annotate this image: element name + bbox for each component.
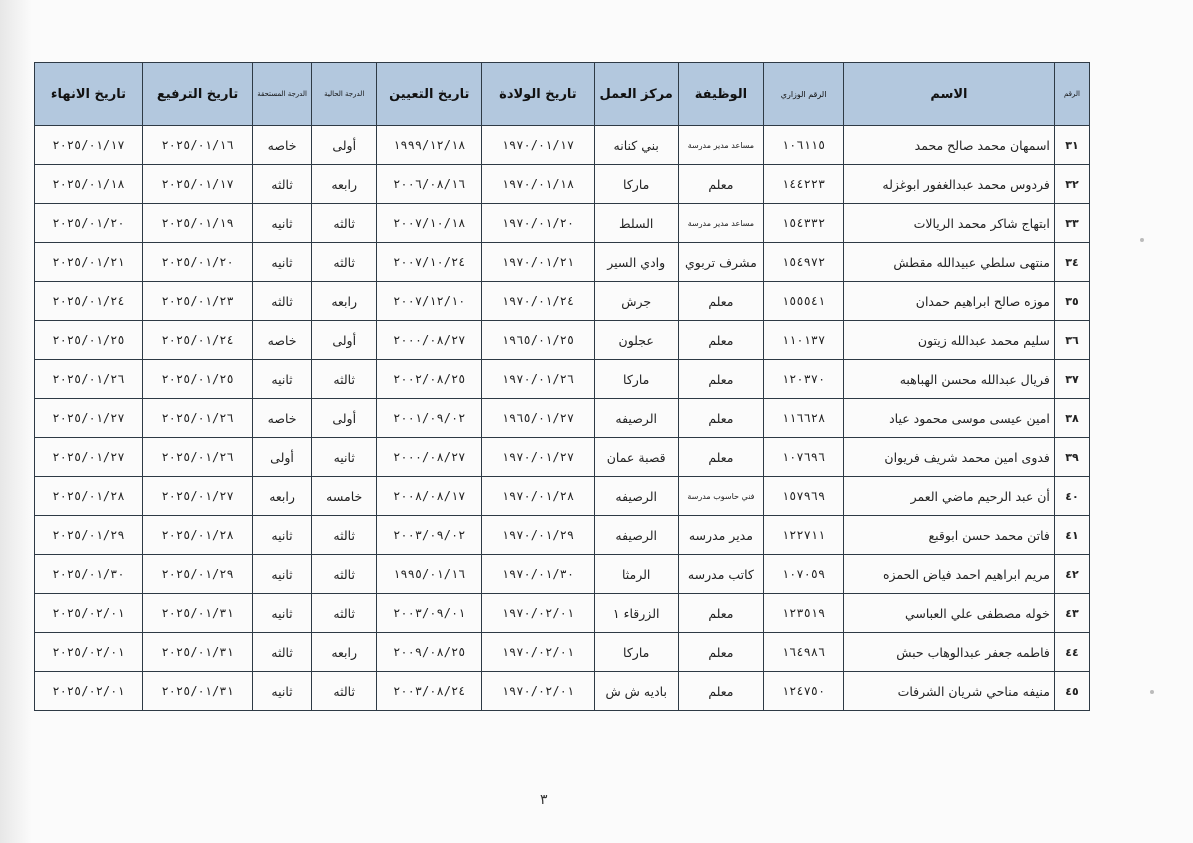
table-row (35, 399, 1090, 438)
cell-ministry-no: ١٢٢٧١١ (764, 516, 844, 555)
header-promotion-date: تاريخ الترفيع (142, 63, 252, 126)
header-name: الاسم (843, 63, 1054, 126)
cell-end-date: ٢٠٢٥/٠١/٣٠ (35, 555, 143, 594)
cell-promotion-date: ٢٠٢٥/٠١/٣١ (142, 672, 252, 711)
cell-no: ٤٤ (1054, 633, 1089, 672)
cell-end-date: ٢٠٢٥/٠١/٢٤ (35, 282, 143, 321)
cell-appointment-date: ٢٠٠٨/٠٨/١٧ (377, 477, 482, 516)
cell-no: ٣٧ (1054, 360, 1089, 399)
cell-no: ٣٩ (1054, 438, 1089, 477)
cell-job: معلم (678, 633, 764, 672)
cell-ministry-no: ١٥٤٣٣٢ (764, 204, 844, 243)
cell-earned-grade: ثانيه (253, 594, 312, 633)
cell-current-grade: ثالثه (311, 672, 377, 711)
cell-name: خوله مصطفى علي العباسي (843, 594, 1054, 633)
cell-earned-grade: ثالثه (253, 633, 312, 672)
table-row (35, 672, 1090, 711)
cell-job: معلم (678, 165, 764, 204)
cell-ministry-no: ١٠٧٦٩٦ (764, 438, 844, 477)
cell-no: ٤٥ (1054, 672, 1089, 711)
cell-ministry-no: ١٢٣٥١٩ (764, 594, 844, 633)
cell-birth-date: ١٩٧٠/٠٢/٠١ (482, 672, 595, 711)
cell-end-date: ٢٠٢٥/٠١/٢٩ (35, 516, 143, 555)
cell-end-date: ٢٠٢٥/٠٢/٠١ (35, 672, 143, 711)
cell-promotion-date: ٢٠٢٥/٠١/٢٤ (142, 321, 252, 360)
cell-end-date: ٢٠٢٥/٠١/١٨ (35, 165, 143, 204)
cell-job: معلم (678, 399, 764, 438)
cell-ministry-no: ١١٦٦٢٨ (764, 399, 844, 438)
cell-name: امين عيسى موسى محمود عياد (843, 399, 1054, 438)
employees-table (34, 62, 1090, 711)
cell-earned-grade: خاصه (253, 321, 312, 360)
cell-earned-grade: خاصه (253, 399, 312, 438)
cell-workplace: وادي السير (594, 243, 678, 282)
cell-name: فريال عبدالله محسن الهباهبه (843, 360, 1054, 399)
cell-current-grade: ثالثه (311, 243, 377, 282)
cell-workplace: قصبة عمان (594, 438, 678, 477)
cell-current-grade: ثالثه (311, 555, 377, 594)
cell-appointment-date: ٢٠٠٣/٠٩/٠٢ (377, 516, 482, 555)
cell-promotion-date: ٢٠٢٥/٠١/٢٠ (142, 243, 252, 282)
cell-current-grade: رابعه (311, 633, 377, 672)
cell-earned-grade: ثالثه (253, 165, 312, 204)
cell-job: معلم (678, 438, 764, 477)
cell-current-grade: أولى (311, 399, 377, 438)
cell-appointment-date: ٢٠٠٣/٠٩/٠١ (377, 594, 482, 633)
cell-appointment-date: ١٩٩٥/٠١/١٦ (377, 555, 482, 594)
cell-end-date: ٢٠٢٥/٠١/٢٨ (35, 477, 143, 516)
cell-end-date: ٢٠٢٥/٠١/٢٠ (35, 204, 143, 243)
cell-no: ٣٨ (1054, 399, 1089, 438)
header-earned-grade: الدرجة المستحقة (253, 63, 312, 126)
cell-promotion-date: ٢٠٢٥/٠١/٢٥ (142, 360, 252, 399)
cell-birth-date: ١٩٧٠/٠١/١٨ (482, 165, 595, 204)
cell-name: فاطمه جعفر عبدالوهاب حبش (843, 633, 1054, 672)
cell-name: فدوى امين محمد شريف فريوان (843, 438, 1054, 477)
cell-ministry-no: ١٢٠٣٧٠ (764, 360, 844, 399)
scan-speck (1140, 238, 1144, 242)
table-row (35, 477, 1090, 516)
cell-workplace: ماركا (594, 633, 678, 672)
cell-appointment-date: ٢٠٠٩/٠٨/٢٥ (377, 633, 482, 672)
cell-birth-date: ١٩٧٠/٠١/٣٠ (482, 555, 595, 594)
cell-name: منيفه مناحي شريان الشرفات (843, 672, 1054, 711)
cell-birth-date: ١٩٧٠/٠٢/٠١ (482, 633, 595, 672)
cell-job: مساعد مدير مدرسة (678, 204, 764, 243)
cell-appointment-date: ٢٠٠٦/٠٨/١٦ (377, 165, 482, 204)
cell-earned-grade: رابعه (253, 477, 312, 516)
table-row (35, 360, 1090, 399)
cell-promotion-date: ٢٠٢٥/٠١/٣١ (142, 594, 252, 633)
table-row (35, 321, 1090, 360)
cell-end-date: ٢٠٢٥/٠٢/٠١ (35, 633, 143, 672)
cell-job: معلم (678, 672, 764, 711)
header-job: الوظيفة (678, 63, 764, 126)
cell-appointment-date: ٢٠٠٠/٠٨/٢٧ (377, 438, 482, 477)
cell-earned-grade: ثانيه (253, 204, 312, 243)
header-current-grade: الدرجة الحالية (311, 63, 377, 126)
cell-birth-date: ١٩٧٠/٠١/٢١ (482, 243, 595, 282)
table-row (35, 243, 1090, 282)
cell-earned-grade: ثانيه (253, 555, 312, 594)
cell-name: فردوس محمد عبدالغفور ابوغزله (843, 165, 1054, 204)
cell-birth-date: ١٩٧٠/٠١/٢٩ (482, 516, 595, 555)
cell-job: مشرف تربوي (678, 243, 764, 282)
cell-job: معلم (678, 282, 764, 321)
cell-no: ٣٦ (1054, 321, 1089, 360)
cell-name: مريم ابراهيم احمد فياض الحمزه (843, 555, 1054, 594)
cell-name: منتهى سلطي عبيدالله مقطش (843, 243, 1054, 282)
cell-end-date: ٢٠٢٥/٠١/٢٧ (35, 399, 143, 438)
header-birth-date: تاريخ الولادة (482, 63, 595, 126)
cell-workplace: جرش (594, 282, 678, 321)
cell-name: أن عبد الرحيم ماضي العمر (843, 477, 1054, 516)
cell-promotion-date: ٢٠٢٥/٠١/١٩ (142, 204, 252, 243)
table-row (35, 594, 1090, 633)
cell-birth-date: ١٩٧٠/٠١/٢٨ (482, 477, 595, 516)
table-header-row (35, 63, 1090, 126)
cell-ministry-no: ١٤٤٢٢٣ (764, 165, 844, 204)
cell-appointment-date: ٢٠٠١/٠٩/٠٢ (377, 399, 482, 438)
cell-end-date: ٢٠٢٥/٠٢/٠١ (35, 594, 143, 633)
cell-job: معلم (678, 594, 764, 633)
cell-no: ٣٥ (1054, 282, 1089, 321)
cell-ministry-no: ١٠٧٠٥٩ (764, 555, 844, 594)
header-no: الرقم (1054, 63, 1089, 126)
cell-workplace: بني كنانه (594, 126, 678, 165)
cell-earned-grade: ثانيه (253, 516, 312, 555)
cell-birth-date: ١٩٧٠/٠١/١٧ (482, 126, 595, 165)
cell-no: ٣٤ (1054, 243, 1089, 282)
cell-earned-grade: ثانيه (253, 672, 312, 711)
page-number: ٣ (540, 792, 548, 808)
cell-job: كاتب مدرسه (678, 555, 764, 594)
cell-name: اسمهان محمد صالح محمد (843, 126, 1054, 165)
table-row (35, 126, 1090, 165)
cell-birth-date: ١٩٧٠/٠١/٢٧ (482, 438, 595, 477)
cell-no: ٣١ (1054, 126, 1089, 165)
cell-appointment-date: ٢٠٠٢/٠٨/٢٥ (377, 360, 482, 399)
table-row (35, 633, 1090, 672)
cell-promotion-date: ٢٠٢٥/٠١/١٦ (142, 126, 252, 165)
table-row (35, 282, 1090, 321)
table-row (35, 438, 1090, 477)
cell-no: ٣٢ (1054, 165, 1089, 204)
cell-current-grade: ثالثه (311, 594, 377, 633)
cell-ministry-no: ١٥٧٩٦٩ (764, 477, 844, 516)
cell-current-grade: ثانيه (311, 438, 377, 477)
cell-workplace: الرصيفه (594, 477, 678, 516)
header-ministry-no: الرقم الوزاري (764, 63, 844, 126)
table-row (35, 516, 1090, 555)
cell-birth-date: ١٩٦٥/٠١/٢٧ (482, 399, 595, 438)
cell-current-grade: ثالثه (311, 204, 377, 243)
cell-promotion-date: ٢٠٢٥/٠١/٢٧ (142, 477, 252, 516)
cell-birth-date: ١٩٦٥/٠١/٢٥ (482, 321, 595, 360)
table-viewport (34, 62, 1090, 750)
cell-promotion-date: ٢٠٢٥/٠١/٢٨ (142, 516, 252, 555)
cell-promotion-date: ٢٠٢٥/٠١/٢٣ (142, 282, 252, 321)
cell-appointment-date: ٢٠٠٣/٠٨/٢٤ (377, 672, 482, 711)
cell-promotion-date: ٢٠٢٥/٠١/١٧ (142, 165, 252, 204)
cell-ministry-no: ١٠٦١١٥ (764, 126, 844, 165)
cell-no: ٣٣ (1054, 204, 1089, 243)
cell-name: موزه صالح ابراهيم حمدان (843, 282, 1054, 321)
table-row (35, 165, 1090, 204)
cell-birth-date: ١٩٧٠/٠١/٢٠ (482, 204, 595, 243)
cell-no: ٤١ (1054, 516, 1089, 555)
cell-current-grade: ثالثه (311, 360, 377, 399)
cell-ministry-no: ١٥٤٩٧٢ (764, 243, 844, 282)
cell-appointment-date: ٢٠٠٧/١٠/٢٤ (377, 243, 482, 282)
cell-job: مساعد مدير مدرسة (678, 126, 764, 165)
scan-speck (1150, 690, 1154, 694)
cell-workplace: السلط (594, 204, 678, 243)
header-end-date: تاريخ الانهاء (35, 63, 143, 126)
cell-promotion-date: ٢٠٢٥/٠١/٢٦ (142, 438, 252, 477)
cell-no: ٤٠ (1054, 477, 1089, 516)
header-workplace: مركز العمل (594, 63, 678, 126)
cell-no: ٤٢ (1054, 555, 1089, 594)
cell-name: ابتهاج شاكر محمد الريالات (843, 204, 1054, 243)
cell-name: سليم محمد عبدالله زيتون (843, 321, 1054, 360)
cell-current-grade: رابعه (311, 165, 377, 204)
cell-earned-grade: خاصه (253, 126, 312, 165)
cell-appointment-date: ٢٠٠٠/٠٨/٢٧ (377, 321, 482, 360)
cell-current-grade: خامسه (311, 477, 377, 516)
cell-workplace: باديه ش ش (594, 672, 678, 711)
cell-earned-grade: ثانيه (253, 243, 312, 282)
cell-promotion-date: ٢٠٢٥/٠١/٢٩ (142, 555, 252, 594)
cell-workplace: الزرقاء ١ (594, 594, 678, 633)
cell-end-date: ٢٠٢٥/٠١/٢٥ (35, 321, 143, 360)
cell-no: ٤٣ (1054, 594, 1089, 633)
header-appointment-date: تاريخ التعيين (377, 63, 482, 126)
cell-birth-date: ١٩٧٠/٠٢/٠١ (482, 594, 595, 633)
cell-workplace: ماركا (594, 165, 678, 204)
cell-promotion-date: ٢٠٢٥/٠١/٢٦ (142, 399, 252, 438)
cell-appointment-date: ٢٠٠٧/١٢/١٠ (377, 282, 482, 321)
cell-workplace: الرصيفه (594, 399, 678, 438)
cell-promotion-date: ٢٠٢٥/٠١/٣١ (142, 633, 252, 672)
cell-current-grade: أولى (311, 126, 377, 165)
table-row (35, 204, 1090, 243)
cell-name: فاتن محمد حسن ابوقبع (843, 516, 1054, 555)
cell-ministry-no: ١١٠١٣٧ (764, 321, 844, 360)
scan-edge-shadow (0, 0, 32, 843)
table-row (35, 555, 1090, 594)
cell-earned-grade: ثالثه (253, 282, 312, 321)
cell-job: معلم (678, 321, 764, 360)
cell-birth-date: ١٩٧٠/٠١/٢٤ (482, 282, 595, 321)
cell-ministry-no: ١٥٥٥٤١ (764, 282, 844, 321)
cell-current-grade: رابعه (311, 282, 377, 321)
cell-workplace: ماركا (594, 360, 678, 399)
cell-workplace: عجلون (594, 321, 678, 360)
cell-birth-date: ١٩٧٠/٠١/٢٦ (482, 360, 595, 399)
cell-job: معلم (678, 360, 764, 399)
cell-end-date: ٢٠٢٥/٠١/٢٦ (35, 360, 143, 399)
cell-ministry-no: ١٦٤٩٨٦ (764, 633, 844, 672)
cell-earned-grade: أولى (253, 438, 312, 477)
cell-current-grade: أولى (311, 321, 377, 360)
cell-appointment-date: ٢٠٠٧/١٠/١٨ (377, 204, 482, 243)
cell-end-date: ٢٠٢٥/٠١/٢١ (35, 243, 143, 282)
cell-end-date: ٢٠٢٥/٠١/١٧ (35, 126, 143, 165)
cell-appointment-date: ١٩٩٩/١٢/١٨ (377, 126, 482, 165)
cell-workplace: الرمثا (594, 555, 678, 594)
cell-workplace: الرصيفه (594, 516, 678, 555)
cell-ministry-no: ١٢٤٧٥٠ (764, 672, 844, 711)
cell-job: فني حاسوب مدرسة (678, 477, 764, 516)
cell-end-date: ٢٠٢٥/٠١/٢٧ (35, 438, 143, 477)
cell-current-grade: ثالثه (311, 516, 377, 555)
cell-earned-grade: ثانيه (253, 360, 312, 399)
cell-job: مدير مدرسه (678, 516, 764, 555)
